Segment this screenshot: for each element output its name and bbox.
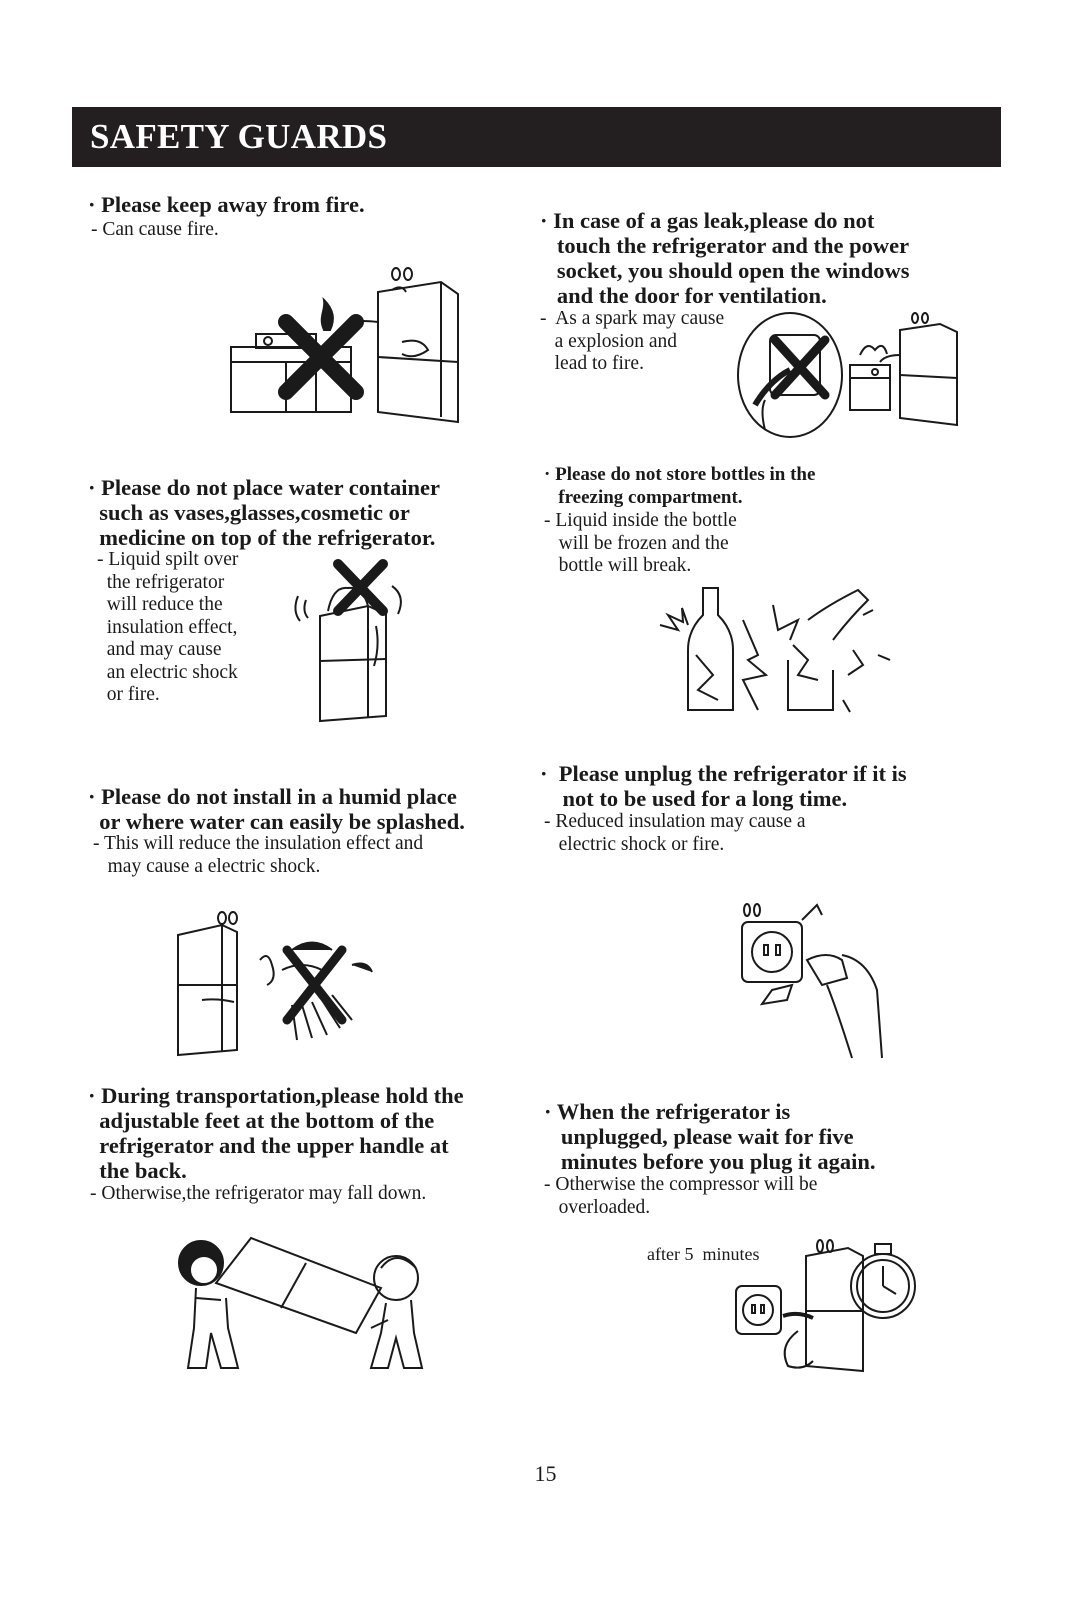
page-title: SAFETY GUARDS bbox=[90, 117, 388, 156]
detail-wait-five-minutes: - Otherwise the compressor will be overloaded. bbox=[544, 1174, 818, 1218]
heading-no-water-container: · Please do not place water container such as vases,glasses,cosmetic or medicine on top of the refrigerator. bbox=[88, 475, 441, 550]
heading-no-humid-place: · Please do not install in a humid place or where water can easily be splashed. bbox=[88, 784, 465, 834]
water-splash-illustration bbox=[172, 910, 387, 1060]
detail-no-humid-place: - This will reduce the insulation effect and may cause a electric shock. bbox=[93, 833, 424, 877]
page-number: 15 bbox=[534, 1461, 557, 1486]
section-banner bbox=[72, 107, 1001, 167]
gas-leak-socket-illustration bbox=[735, 310, 965, 440]
unplug-socket-illustration bbox=[732, 900, 892, 1060]
vase-on-fridge-illustration bbox=[288, 556, 418, 726]
broken-bottle-illustration bbox=[658, 580, 898, 720]
heading-gas-leak: · In case of a gas leak,please do not touch the refrigerator and the power socket, you should open the windows and the door for ventilation. bbox=[540, 208, 910, 308]
detail-keep-away-from-fire: - Can cause fire. bbox=[91, 219, 219, 240]
heading-transportation: · During transportation,please hold the adjustable feet at the bottom of the refrigerator and the upper handle at the back. bbox=[88, 1083, 464, 1183]
heading-wait-five-minutes: · When the refrigerator is unplugged, please wait for five minutes before you plug it again. bbox=[544, 1099, 876, 1174]
fire-stove-illustration bbox=[226, 262, 466, 427]
detail-gas-leak: - As a spark may cause a explosion and lead to fire. bbox=[540, 308, 725, 374]
timer-caption: after 5 minutes bbox=[647, 1244, 760, 1264]
detail-no-bottles-freezer: - Liquid inside the bottle will be frozen and the bottle will break. bbox=[544, 510, 737, 576]
detail-unplug-long-time: - Reduced insulation may cause a electric shock or fire. bbox=[544, 811, 806, 855]
heading-unplug-long-time: · Please unplug the refrigerator if it is not to be used for a long time. bbox=[540, 761, 907, 811]
carrying-fridge-illustration bbox=[166, 1228, 436, 1373]
wait-timer-illustration bbox=[728, 1236, 928, 1376]
detail-no-water-container: - Liquid spilt over the refrigerator will reduce the insulation effect, and may cause an electric shock or fire. bbox=[97, 549, 239, 705]
heading-no-bottles-freezer: · Please do not store bottles in the freezing compartment. bbox=[544, 464, 816, 508]
detail-transportation: - Otherwise,the refrigerator may fall down. bbox=[90, 1183, 427, 1204]
heading-keep-away-from-fire: · Please keep away from fire. bbox=[88, 192, 365, 217]
